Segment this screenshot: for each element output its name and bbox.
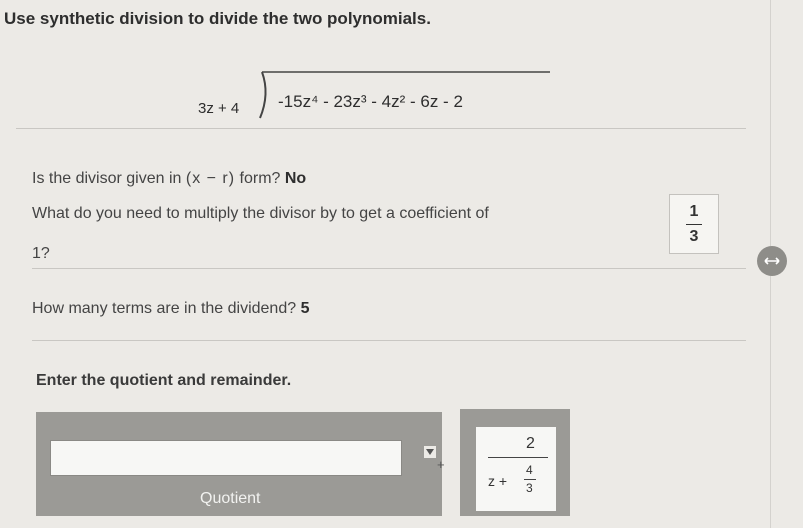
question-multiplier-line1: What do you need to multiply the divisor by to get a coefficient of (32, 205, 489, 222)
chevron-down-icon (426, 449, 434, 455)
fraction-bar (686, 224, 702, 225)
question-multiplier-line2: 1? (32, 245, 50, 262)
answer-no: No (284, 170, 307, 187)
question-text: Is the divisor given in (32, 170, 186, 187)
divider (32, 268, 746, 269)
long-division-expression (198, 62, 558, 122)
answer-five: 5 (300, 300, 310, 317)
question-text: form? (235, 170, 285, 187)
quotient-label: Quotient (200, 490, 261, 507)
remainder-input[interactable] (476, 427, 556, 511)
remainder-inner-denominator: 3 (526, 481, 533, 495)
divider (16, 128, 746, 129)
fraction-denominator: 3 (689, 227, 699, 245)
x-minus-r: (x − r) (185, 170, 236, 187)
remainder-denominator-var: z + (488, 473, 508, 489)
link-icon (764, 256, 780, 266)
question-text: How many terms are in the dividend? (32, 300, 301, 317)
dividend: -15z⁴ - 23z³ - 4z² - 6z - 2 (278, 92, 463, 111)
remainder-panel (460, 409, 570, 516)
question-divisor-form (32, 170, 306, 188)
remainder-inner-bar (524, 479, 536, 480)
remainder-fraction-bar (488, 457, 548, 458)
remainder-inner-numerator: 4 (526, 463, 533, 477)
remainder-numerator: 2 (526, 435, 535, 452)
question-term-count (32, 300, 309, 318)
link-button[interactable] (757, 246, 787, 276)
quotient-dropdown[interactable] (424, 446, 436, 458)
multiplier-answer-box[interactable] (669, 194, 719, 254)
quotient-panel (36, 412, 442, 516)
divisor: 3z + 4 (198, 100, 240, 117)
plus-sign: + (437, 457, 445, 472)
enter-quotient-label: Enter the quotient and remainder. (36, 372, 292, 389)
quotient-input[interactable] (50, 440, 402, 476)
fraction-numerator: 1 (689, 202, 699, 220)
divider (32, 340, 746, 341)
problem-title: Use synthetic division to divide the two polynomials. (4, 9, 431, 28)
